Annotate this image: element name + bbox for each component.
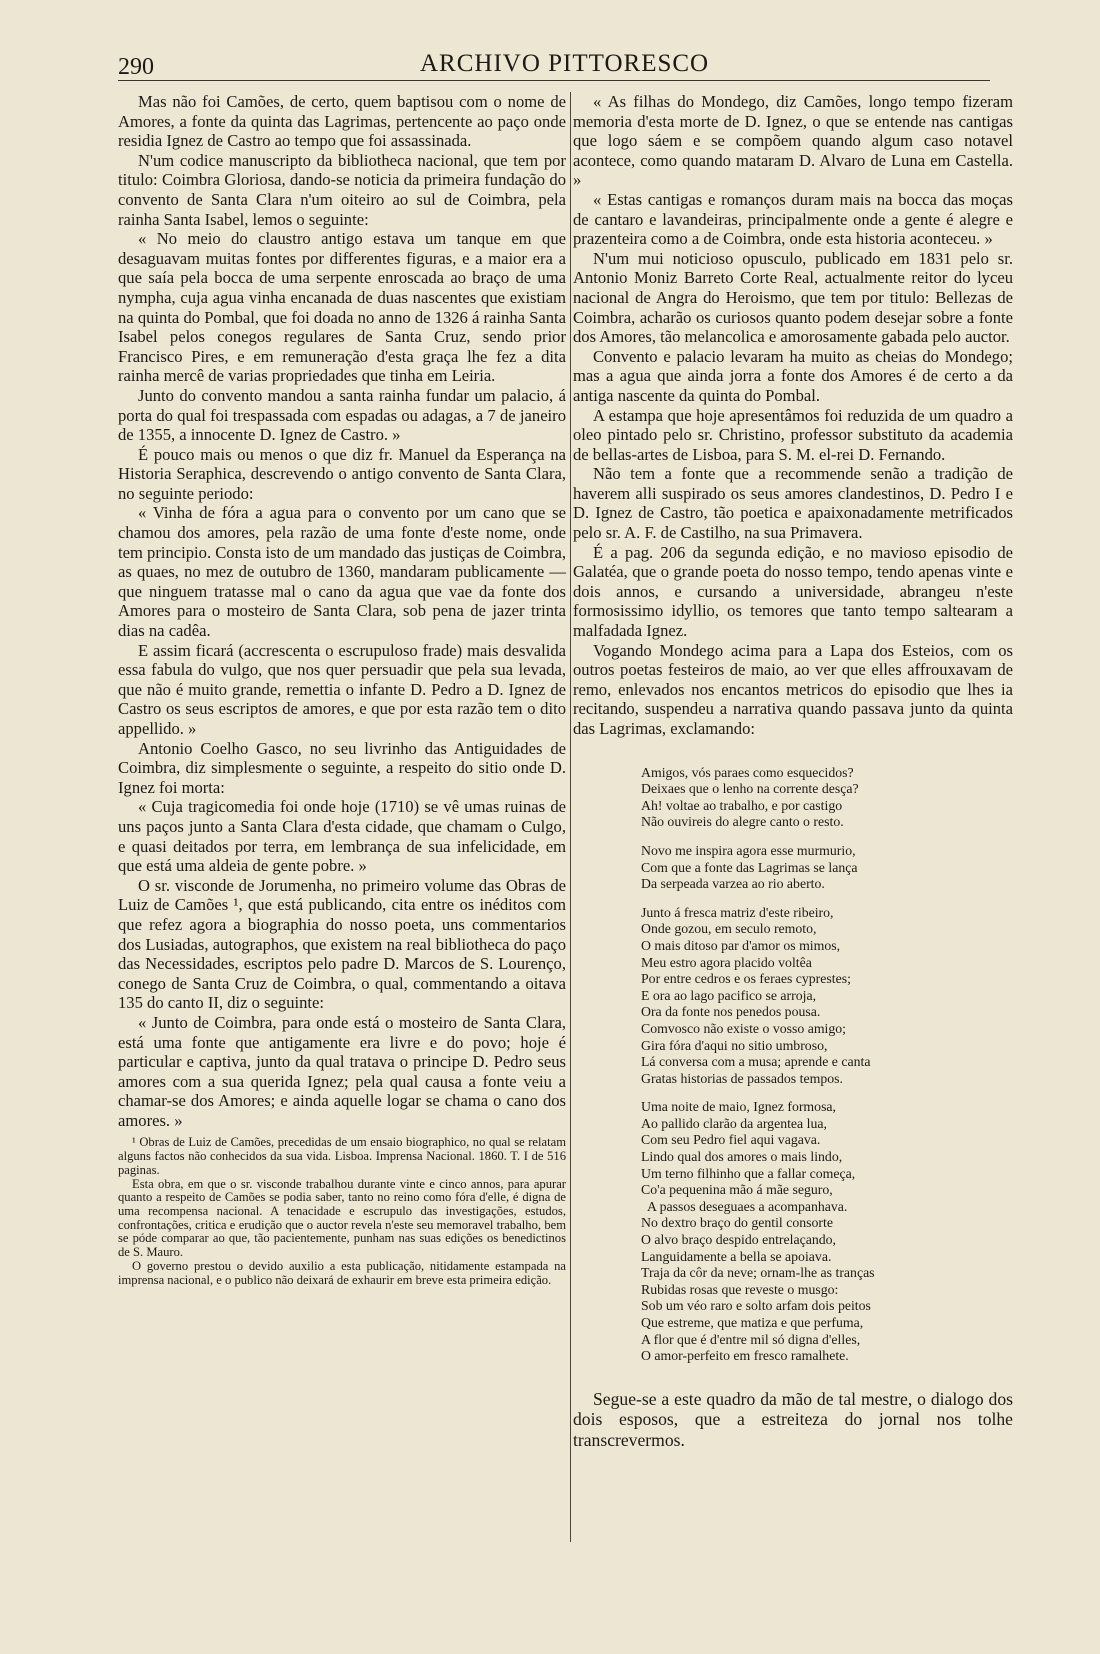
footnote: ¹ Obras de Luiz de Camões, precedidas de um ensaio biographico, no qual se relatam alguns factos não conhecidos da sua vida. Lisboa. Imprensa Nacional. 1860. T. I de 516 paginas.: [118, 1135, 566, 1177]
poem-line: Da serpeada varzea ao rio aberto.: [641, 876, 825, 892]
journal-title: ARCHIVO PITTORESCO: [420, 50, 710, 77]
page-number: 290: [118, 54, 154, 80]
poem-line: Com seu Pedro fiel aqui vagava.: [641, 1132, 821, 1148]
poem-line: No dextro braço do gentil consorte: [641, 1215, 833, 1231]
paragraph: Antonio Coelho Gasco, no seu livrinho das Antiguidades de Coimbra, diz simplesmente o seguinte, a respeito do sitio onde D. Ignez foi morta:: [118, 738, 566, 797]
poem-stanza: [641, 843, 1013, 893]
poem-line: Ora da fonte nos penedos pousa.: [641, 1004, 821, 1020]
poem-line: Sob um véo raro e solto arfam dois peitos: [641, 1298, 871, 1314]
quote-paragraph: « Vinha de fóra a agua para o convento por um cano que se chamou dos amores, pela razão de uma fonte d'este nome, onde tem principio. Consta isto de um mandado das justiças de Coimbra, as quaes, no mez de outubro de 1360, mandaram publicamente — que ninguem tratasse mal o cano da agua que vae da fonte dos Amores para o mosteiro de Santa Clara, sob pena de jazer trinta dias na cadêa.: [118, 503, 566, 641]
poem-line: A passos deseguaes a acompanhava.: [647, 1198, 848, 1214]
paragraph: E assim ficará (accrescenta o escrupuloso frade) mais desvalida essa fabula do vulgo, que nos quer persuadir que pela sua levada, que não é muito grande, remettia o infante D. Pedro a D. Ignez de Castro os seus escriptos de amores, e que por esta razão tem o dito appellido. »: [118, 640, 566, 738]
poem-line: Onde gozou, em seculo remoto,: [641, 921, 817, 937]
footnote: Esta obra, em que o sr. visconde trabalhou durante vinte e cinco annos, para apurar quanto a respeito de Camões se podia saber, tanto no reino como fóra d'elle, é digna de uma recompensa nacional. A tenacidade e escrupulo das investigações, estudos, confrontações, critica e erudição que o auctor revela n'este seu memoravel trabalho, bem se póde comparar ao que, tão pacientemente, punham nas suas edições os benedictinos de S. Mauro.: [118, 1176, 566, 1260]
paragraph: Convento e palacio levaram ha muito as cheias do Mondego; mas a agua que ainda jorra a fonte dos Amores é de certo a da antiga nascente da quinta do Pombal.: [573, 346, 1013, 405]
poem-line: Por entre cedros e os feraes cyprestes;: [641, 971, 851, 987]
quote-paragraph: « No meio do claustro antigo estava um tanque em que desaguavam muitas fontes por differentes figuras, e a maior era a que saía pela bocca de uma serpente enroscada ao braço de uma nympha, cuja agua vinha encanada de duas nascentes que existiam na quinta do Pombal, que foi doada no anno de 1326 á rainha Santa Isabel pelos conegos regulares de Santa Cruz, sendo prior Francisco Pires, e em remuneração d'esta graça lhe fez a dita rainha mercê de varias propriedades que tinha em Leiria.: [118, 229, 566, 386]
paragraph: N'um mui noticioso opusculo, publicado em 1831 pelo sr. Antonio Moniz Barreto Corte Real, actualmente reitor do lyceu nacional de Angra do Heroismo, que tem por titulo: Bellezas de Coimbra, acharão os curiosos quanto podem desejar sobre a fonte dos Amores, tão melancolica e amorosamente gabada pelo auctor.: [573, 248, 1013, 347]
paragraph: É a pag. 206 da segunda edição, e no mavioso episodio de Galatéa, que o grande poeta do nosso tempo, tendo apenas vinte e dois annos, e cursando a universidade, abrangeu n'este formosissimo idyllio, os temores que tanto tempo saltearam a malfadada Ignez.: [573, 542, 1013, 641]
paragraph: Vogando Mondego acima para a Lapa dos Esteios, com os outros poetas festeiros de maio, ao ver que elles affrouxavam de remo, enlevados nos encantos metricos do episodio que lhes ia recitando, suspendeu a narrativa quando passava junto da quinta das Lagrimas, exclamando:: [573, 640, 1013, 738]
poem-line: Junto á fresca matriz d'este ribeiro,: [641, 904, 834, 920]
poem-line: Lindo qual dos amores o mais lindo,: [641, 1149, 843, 1165]
poem-stanza: [641, 765, 1013, 831]
closing-paragraph: Segue-se a este quadro da mão de tal mestre, o dialogo dos dois esposos, que a estreiteza do jornal nos tolhe transcrevermos.: [573, 1388, 1013, 1450]
poem-line: Com que a fonte das Lagrimas se lança: [641, 859, 858, 875]
quote-paragraph: Junto do convento mandou a santa rainha fundar um palacio, á porta do qual foi trespassada com espadas ou adagas, a 7 de janeiro de 1355, a innocente D. Ignez de Castro. »: [118, 385, 566, 445]
paragraph: N'um codice manuscripto da bibliotheca nacional, que tem por titulo: Coimbra Gloriosa, dando-se noticia da primeira fundação do convento de Santa Clara n'um oiteiro ao sul de Coimbra, pela rainha Santa Isabel, lemos o seguinte:: [118, 150, 566, 229]
poem-line: Novo me inspira agora esse murmurio,: [641, 842, 856, 858]
poem-line: Comvosco não existe o vosso amigo;: [641, 1020, 847, 1036]
poem-line: Não ouvireis do alegre canto o resto.: [641, 814, 844, 830]
paragraph: O sr. visconde de Jorumenha, no primeiro volume das Obras de Luiz de Camões ¹, que está publicando, cita entre os inéditos com que refez agora a biographia do nosso poeta, uns commentarios dos Lusiadas, autographos, que existem na real bibliotheca do paço das Necessidades, escriptos pelo padre D. Marcos de S. Lourenço, conego de Santa Cruz de Coimbra, o qual, commentando a oitava 135 do canto II, diz o seguinte:: [118, 875, 566, 1013]
poem-line: O amor-perfeito em fresco ramalhete.: [641, 1348, 849, 1364]
quote-paragraph: « Cuja tragicomedia foi onde hoje (1710) se vê umas ruinas de uns paços junto a Santa Clara d'esta cidade, que chamam o Culgo, e quasi deitados por terra, em lembrança de sua infelicidade, em que está uma aldeia de gente pobre. »: [118, 797, 566, 876]
poem-line: Que estreme, que matiza e que perfuma,: [641, 1315, 864, 1330]
poem-line: Deixaes que o lenho na corrente desça?: [641, 781, 859, 797]
paragraph: Não tem a fonte que a recommende senão a tradição de haverem alli suspirado os seus amores clandestinos, D. Pedro I e D. Ignez de Castro, tão poetica e apaixonadamente metrificados pelo sr. A. F. de Castilho, na sua Primavera.: [573, 464, 1013, 543]
poem-line: Languidamente a bella se apoiava.: [641, 1248, 832, 1264]
poem: [641, 765, 1013, 1365]
quote-paragraph: « Junto de Coimbra, para onde está o mosteiro de Santa Clara, está uma fonte que antigamente era livre e do povo; hoje é particular e captiva, junto da qual tratava o principe D. Pedro seus amores com a sua querida Ignez; pela qual causa a fonte veiu a chamar-se dos Amores; e ainda aquelle logar se chama o cano dos amores. »: [118, 1012, 566, 1130]
poem-line: A flor que é d'entre mil só digna d'elles,: [641, 1331, 861, 1347]
poem-line: Co'a pequenina mão á mãe seguro,: [641, 1182, 833, 1198]
poem-line: Lá conversa com a musa; aprende e canta: [641, 1054, 871, 1070]
footnote: O governo prestou o devido auxilio a esta publicação, nitidamente estampada na imprensa nacional, e o publico não deixará de exhaurir em breve esta primeira edição.: [118, 1258, 566, 1287]
poem-line: Um terno filhinho que a fallar começa,: [641, 1165, 856, 1181]
poem-line: O mais ditoso par d'amor os mimos,: [641, 937, 841, 953]
poem-line: Rubidas rosas que reveste o musgo:: [641, 1281, 839, 1297]
header-rule: [118, 80, 990, 81]
poem-stanza: [641, 905, 1013, 1088]
right-column: [573, 92, 1013, 1450]
poem-line: Gira fóra d'aqui no sitio umbroso,: [641, 1037, 828, 1053]
poem-stanza: [641, 1099, 1013, 1365]
poem-line: O alvo braço despido entrelaçando,: [641, 1232, 836, 1248]
poem-line: Uma noite de maio, Ignez formosa,: [641, 1099, 837, 1115]
poem-line: Amigos, vós paraes como esquecidos?: [641, 764, 854, 780]
quote-paragraph: « As filhas do Mondego, diz Camões, longo tempo fizeram memoria d'esta morte de D. Ignez, o que se entende nas cantigas que logo sáem e se compõem quando algum caso notavel acontece, como quando mataram D. Alvaro de Luna em Castella. »: [573, 92, 1013, 190]
poem-line: E ora ao lago pacifico se arroja,: [641, 987, 817, 1003]
poem-line: Meu estro agora placido voltêa: [641, 954, 812, 970]
quote-paragraph: « Estas cantigas e romanços duram mais na bocca das moças de cantaro e lavandeiras, principalmente onde a gente é alegre e prazenteira como a de Coimbra, onde esta historia aconteceu. »: [573, 189, 1013, 249]
paragraph: Mas não foi Camões, de certo, quem baptisou com o nome de Amores, a fonte da quinta das Lagrimas, pertencente ao paço onde residia Ignez de Castro ao tempo que foi assassinada.: [118, 92, 566, 151]
poem-line: Gratas historias de passados tempos.: [641, 1070, 843, 1086]
paragraph: É pouco mais ou menos o que diz fr. Manuel da Esperança na Historia Seraphica, descrevendo o antigo convento de Santa Clara, no seguinte periodo:: [118, 444, 566, 503]
poem-line: Ah! voltae ao trabalho, e por castigo: [641, 797, 843, 813]
column-divider: [570, 92, 571, 1542]
left-column: [118, 92, 566, 1287]
paragraph: A estampa que hoje apresentâmos foi reduzida de um quadro a oleo pintado pelo sr. Christino, professor substituto da academia de bellas-artes de Lisboa, para S. M. el-rei D. Fernando.: [573, 405, 1013, 464]
poem-line: Traja da côr da neve; ornam-lhe as tranças: [641, 1265, 875, 1281]
poem-line: Ao pallido clarão da argentea lua,: [641, 1115, 827, 1131]
